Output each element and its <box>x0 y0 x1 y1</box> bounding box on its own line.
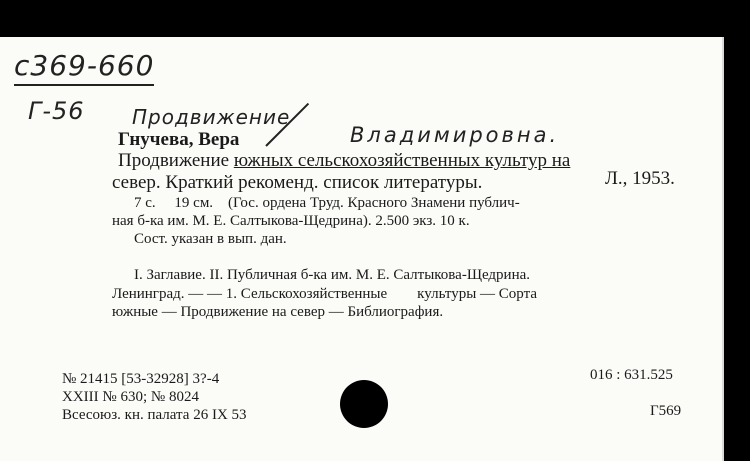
title-underlined-part: южных сельскохозяйственных культур на <box>233 150 571 171</box>
shelfmark: с369-660 <box>14 49 154 86</box>
author-heading: Гнучева, Вера <box>118 129 240 150</box>
registration-line-3: Всесоюз. кн. палата 26 IX 53 <box>62 407 247 423</box>
punch-hole <box>340 380 388 428</box>
udc-index: 016 : 631.525 <box>590 367 673 383</box>
handwritten-patronymic: Владимировна. <box>350 123 560 147</box>
title-line-1 <box>118 150 570 172</box>
tracings-line-2: Ленинград. — — 1. Сельскохозяйственные культуры — Сорта <box>112 286 537 302</box>
physical-description-line-2: ная б-ка им. М. Е. Салтыкова-Щедрина). 2.500 экз. 10 к. <box>112 213 470 229</box>
author-mark: Г-56 <box>28 97 85 125</box>
handwritten-title-word: Продвижение <box>132 105 291 129</box>
title-word: Продвижение <box>118 150 230 171</box>
tracings-line-1: I. Заглавие. II. Публичная б-ка им. М. Е. Салтыкова-Щедрина. <box>134 267 531 283</box>
title-line-2: север. Краткий рекоменд. список литературы. <box>112 172 483 193</box>
place-year: Л., 1953. <box>605 168 675 189</box>
tracings-line-3: южные — Продвижение на север — Библиография. <box>112 304 444 320</box>
physical-description-line-1: 7 с. 19 см. (Гос. ордена Труд. Красного Знамени публич- <box>134 195 520 211</box>
class-code: Г569 <box>650 403 682 419</box>
registration-line-1: № 21415 [53-32928] 3?-4 <box>62 371 220 387</box>
note: Сост. указан в вып. дан. <box>134 231 287 247</box>
registration-line-2: XXIII № 630; № 8024 <box>62 389 199 405</box>
